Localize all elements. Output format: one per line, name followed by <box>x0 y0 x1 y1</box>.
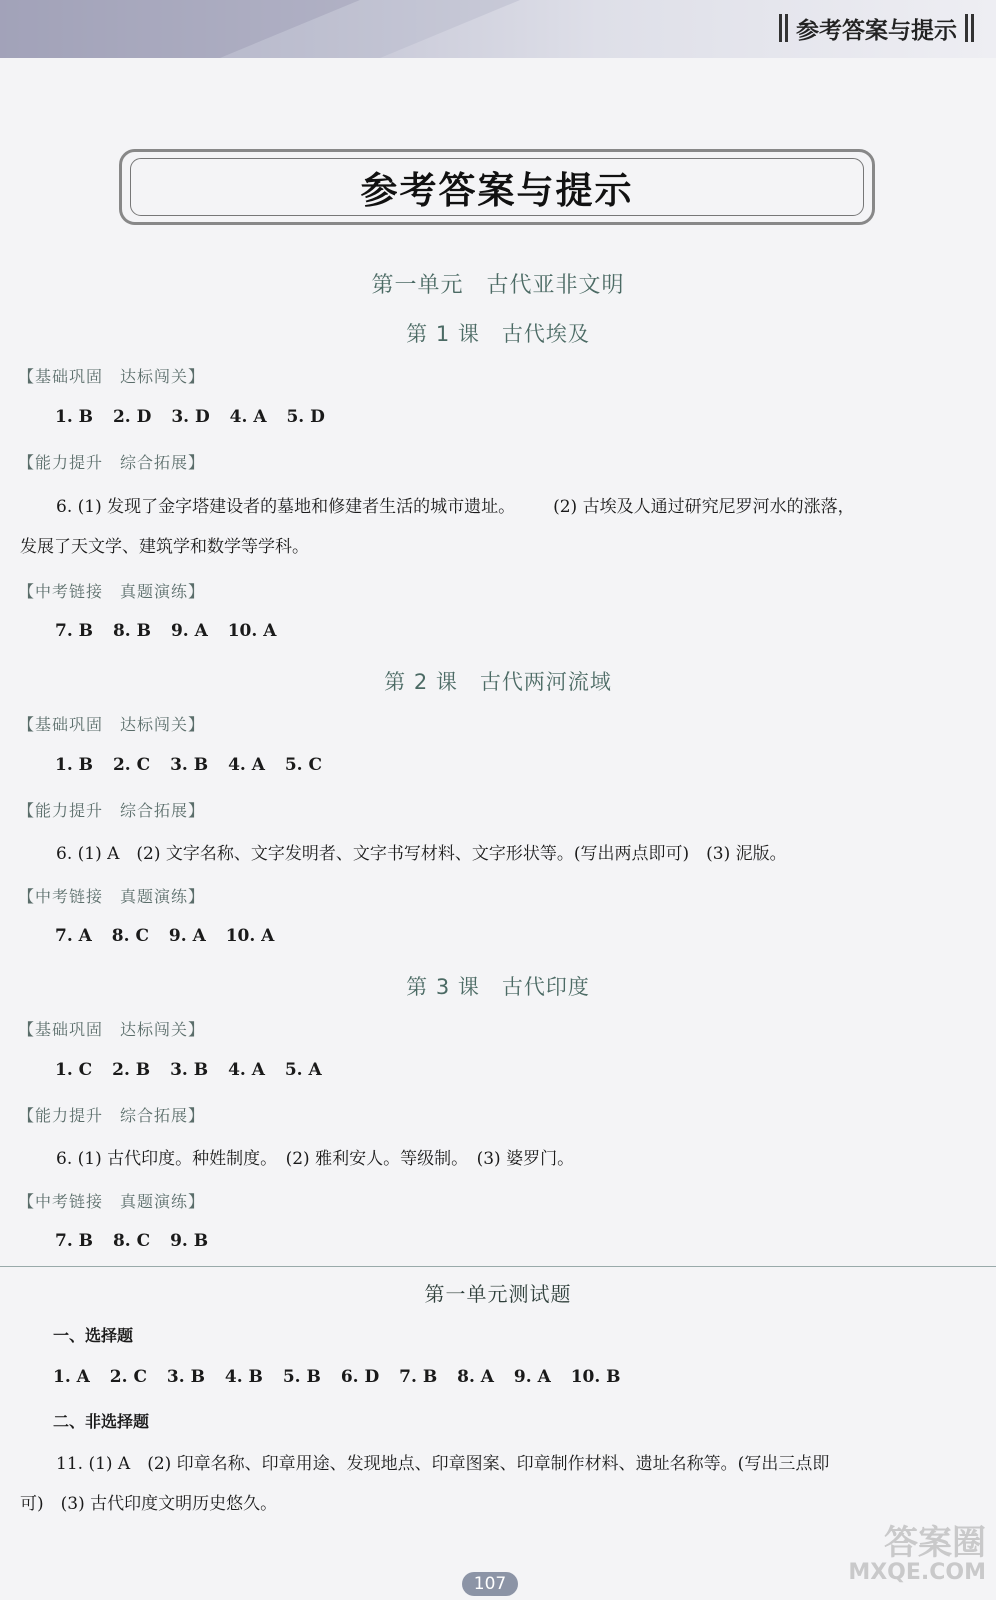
page-number: 107 <box>462 1572 518 1596</box>
answer-item: 2. D <box>112 407 152 427</box>
answer-item: 3. D <box>171 407 210 427</box>
lesson-1-exam-answers <box>55 621 290 641</box>
main-title-frame <box>119 149 875 225</box>
section-non-choice: 二、非选择题 <box>53 1412 150 1431</box>
lesson-3-ability-answer <box>20 1139 970 1179</box>
answer-item: 8. C <box>111 926 149 946</box>
running-header <box>779 12 974 44</box>
answer-item: 4. A <box>229 407 267 427</box>
lesson-1-basic-answers <box>55 407 339 427</box>
answer-item: 9. B <box>170 1231 209 1251</box>
unit-title: 第一单元 古代亚非文明 <box>371 273 625 298</box>
answer-item: 7. B <box>55 621 94 641</box>
lesson-1-ability-tag: 【能力提升 综合拓展】 <box>18 453 206 472</box>
answer-item: 8. C <box>112 1231 151 1251</box>
answer-item: 5. A <box>284 1060 322 1080</box>
lesson-3-basic-tag: 【基础巩固 达标闯关】 <box>18 1020 206 1039</box>
answer-item: 6. D <box>340 1367 380 1387</box>
lesson-2-ability-answer <box>20 834 970 874</box>
lesson-3-ability-tag: 【能力提升 综合拓展】 <box>18 1106 206 1125</box>
running-header-title: 参考答案与提示 <box>796 17 957 44</box>
lesson-3-exam-answers <box>55 1231 222 1251</box>
answer-item: 8. A <box>457 1367 494 1387</box>
lesson-2-exam-answers <box>55 926 288 946</box>
lesson-2-exam-tag: 【中考链接 真题演练】 <box>18 887 206 906</box>
section-divider <box>0 1266 996 1267</box>
lesson-2-ability-tag: 【能力提升 综合拓展】 <box>18 801 206 820</box>
answer-line: 6. (1) A (2) 文字名称、文字发明者、文字书写材料、文字形状等。(写出两点即可) (3) 泥版。 <box>56 844 787 864</box>
lesson-1-exam-tag: 【中考链接 真题演练】 <box>18 582 206 601</box>
answer-item: 3. B <box>166 1367 205 1387</box>
answer-item: 1. B <box>55 407 94 427</box>
answer-item: 4. A <box>228 1060 265 1080</box>
lesson-1-basic-tag: 【基础巩固 达标闯关】 <box>18 367 206 386</box>
answer-item: 3. B <box>170 755 209 775</box>
lesson-3-exam-tag: 【中考链接 真题演练】 <box>18 1192 206 1211</box>
header-bars-icon <box>779 14 788 42</box>
lesson-1-title: 第 1 课 古代埃及 <box>406 322 590 346</box>
answer-item: 1. B <box>55 755 94 775</box>
answer-item: 9. A <box>170 621 208 641</box>
answer-item: 4. B <box>224 1367 263 1387</box>
answer-line: 6. (1) 古代印度。种姓制度。 (2) 雅利安人。等级制。 (3) 婆罗门。 <box>56 1149 575 1169</box>
answer-item: 5. D <box>286 407 325 427</box>
header-bars-icon <box>965 14 974 42</box>
answer-item: 9. A <box>168 926 206 946</box>
main-title-inner-frame <box>130 158 864 216</box>
answer-item: 5. B <box>282 1367 321 1387</box>
answer-line: 发展了天文学、建筑学和数学等学科。 <box>20 537 309 557</box>
answer-item: 2. B <box>112 1060 151 1080</box>
test-q11-answer <box>20 1444 970 1524</box>
section-choice: 一、选择题 <box>53 1326 134 1345</box>
page-title: 参考答案与提示 <box>360 169 634 212</box>
answer-line: 可) (3) 古代印度文明历史悠久。 <box>20 1494 278 1514</box>
answer-item: 2. C <box>112 755 151 775</box>
answer-item: 10. A <box>225 926 275 946</box>
answer-item: 2. C <box>109 1367 147 1387</box>
answer-item: 10. B <box>570 1367 621 1387</box>
answer-item: 7. B <box>55 1231 94 1251</box>
answer-part: (2) 古埃及人通过研究尼罗河水的涨落， <box>553 497 855 517</box>
answer-line <box>20 487 970 527</box>
answer-item: 4. A <box>228 755 265 775</box>
answer-item: 5. C <box>284 755 323 775</box>
lesson-1-ability-answer <box>20 487 970 567</box>
answer-item: 7. A <box>55 926 92 946</box>
answer-line: 11. (1) A (2) 印章名称、印章用途、发现地点、印章图案、印章制作材料、遗址名称等。(写出三点即 <box>56 1454 830 1474</box>
lesson-2-basic-tag: 【基础巩固 达标闯关】 <box>18 715 206 734</box>
test-choice-answers <box>53 1367 635 1387</box>
answer-part: 6. (1) 发现了金字塔建设者的墓地和修建者生活的城市遗址。 <box>56 497 516 517</box>
unit-test-title: 第一单元测试题 <box>424 1282 572 1306</box>
answer-item: 7. B <box>399 1367 438 1387</box>
answer-item: 9. A <box>513 1367 551 1387</box>
lesson-2-title: 第 2 课 古代两河流域 <box>384 670 612 694</box>
answer-item: 3. B <box>170 1060 209 1080</box>
answer-item: 1. A <box>53 1367 90 1387</box>
answer-item: 8. B <box>112 621 152 641</box>
watermark-logo: 答案圈 <box>884 1523 986 1563</box>
lesson-3-title: 第 3 课 古代印度 <box>406 975 590 999</box>
lesson-3-basic-answers <box>55 1060 336 1080</box>
lesson-2-basic-answers <box>55 755 336 775</box>
answer-item: 10. A <box>227 621 277 641</box>
answer-item: 1. C <box>55 1060 93 1080</box>
watermark-url: MXQE.COM <box>848 1560 986 1585</box>
